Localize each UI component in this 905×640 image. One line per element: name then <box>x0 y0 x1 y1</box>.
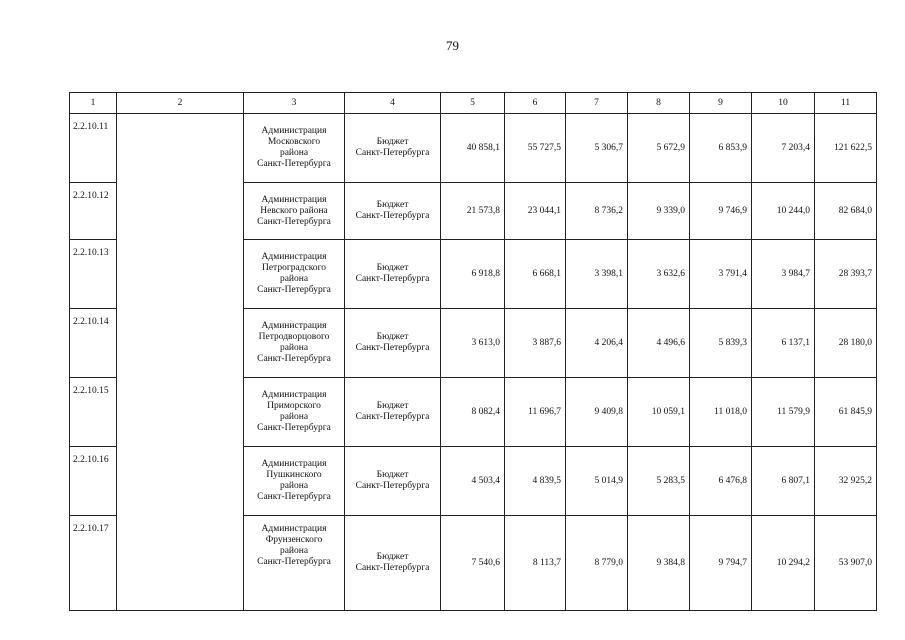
value-cell: 10 059,1 <box>628 378 690 447</box>
administrator-cell: Администрация Петродворцового района Санкт-Петербурга <box>244 309 345 378</box>
column-header: 9 <box>690 93 752 114</box>
total-cell: 32 925,2 <box>815 447 877 516</box>
administrator-cell: Администрация Пушкинского района Санкт-Петербурга <box>244 447 345 516</box>
funding-source-cell: Бюджет Санкт-Петербурга <box>345 516 441 611</box>
value-cell: 5 306,7 <box>566 114 628 183</box>
value-cell: 6 476,8 <box>690 447 752 516</box>
value-cell: 7 540,6 <box>441 516 505 611</box>
column-header: 3 <box>244 93 345 114</box>
funding-source-cell: Бюджет Санкт-Петербурга <box>345 447 441 516</box>
value-cell: 23 044,1 <box>505 183 566 240</box>
total-cell: 82 684,0 <box>815 183 877 240</box>
value-cell: 9 339,0 <box>628 183 690 240</box>
value-cell: 5 672,9 <box>628 114 690 183</box>
value-cell: 3 887,6 <box>505 309 566 378</box>
value-cell: 8 779,0 <box>566 516 628 611</box>
value-cell: 3 632,6 <box>628 240 690 309</box>
value-cell: 55 727,5 <box>505 114 566 183</box>
column-header: 5 <box>441 93 505 114</box>
value-cell: 6 807,1 <box>752 447 815 516</box>
header-row <box>70 93 877 114</box>
administrator-cell: Администрация Фрунзенского района Санкт-Петербурга <box>244 516 345 611</box>
page-number: 79 <box>446 38 459 53</box>
value-cell: 6 918,8 <box>441 240 505 309</box>
administrator-cell: Администрация Московского района Санкт-Петербурга <box>244 114 345 183</box>
row-code: 2.2.10.12 <box>70 183 117 240</box>
value-cell: 4 496,6 <box>628 309 690 378</box>
value-cell: 3 791,4 <box>690 240 752 309</box>
value-cell: 3 398,1 <box>566 240 628 309</box>
funding-source-cell: Бюджет Санкт-Петербурга <box>345 240 441 309</box>
column-header: 10 <box>752 93 815 114</box>
value-cell: 11 018,0 <box>690 378 752 447</box>
column-header: 6 <box>505 93 566 114</box>
funding-source-cell: Бюджет Санкт-Петербурга <box>345 114 441 183</box>
total-cell: 121 622,5 <box>815 114 877 183</box>
total-cell: 28 180,0 <box>815 309 877 378</box>
budget-table <box>69 92 877 611</box>
value-cell: 3 613,0 <box>441 309 505 378</box>
row-code: 2.2.10.16 <box>70 447 117 516</box>
value-cell: 9 746,9 <box>690 183 752 240</box>
administrator-cell: Администрация Невского района Санкт-Петербурга <box>244 183 345 240</box>
value-cell: 4 503,4 <box>441 447 505 516</box>
value-cell: 9 409,8 <box>566 378 628 447</box>
value-cell: 40 858,1 <box>441 114 505 183</box>
column-header: 2 <box>117 93 244 114</box>
value-cell: 9 794,7 <box>690 516 752 611</box>
value-cell: 6 137,1 <box>752 309 815 378</box>
value-cell: 8 082,4 <box>441 378 505 447</box>
value-cell: 7 203,4 <box>752 114 815 183</box>
value-cell: 11 696,7 <box>505 378 566 447</box>
total-cell: 28 393,7 <box>815 240 877 309</box>
value-cell: 5 283,5 <box>628 447 690 516</box>
value-cell: 8 113,7 <box>505 516 566 611</box>
value-cell: 6 668,1 <box>505 240 566 309</box>
row-code: 2.2.10.17 <box>70 516 117 611</box>
value-cell: 11 579,9 <box>752 378 815 447</box>
funding-source-cell: Бюджет Санкт-Петербурга <box>345 378 441 447</box>
column-header: 8 <box>628 93 690 114</box>
row-code: 2.2.10.13 <box>70 240 117 309</box>
column-header: 4 <box>345 93 441 114</box>
column-header: 7 <box>566 93 628 114</box>
value-cell: 3 984,7 <box>752 240 815 309</box>
row-code: 2.2.10.15 <box>70 378 117 447</box>
total-cell: 61 845,9 <box>815 378 877 447</box>
row-code: 2.2.10.14 <box>70 309 117 378</box>
table-row <box>70 114 877 183</box>
value-cell: 10 294,2 <box>752 516 815 611</box>
value-cell: 4 839,5 <box>505 447 566 516</box>
value-cell: 9 384,8 <box>628 516 690 611</box>
value-cell: 4 206,4 <box>566 309 628 378</box>
value-cell: 8 736,2 <box>566 183 628 240</box>
total-cell: 53 907,0 <box>815 516 877 611</box>
value-cell: 5 014,9 <box>566 447 628 516</box>
row-code: 2.2.10.11 <box>70 114 117 183</box>
value-cell: 10 244,0 <box>752 183 815 240</box>
value-cell: 21 573,8 <box>441 183 505 240</box>
administrator-cell: Администрация Петроградского района Санкт-Петербурга <box>244 240 345 309</box>
funding-source-cell: Бюджет Санкт-Петербурга <box>345 309 441 378</box>
value-cell: 5 839,3 <box>690 309 752 378</box>
column-header: 11 <box>815 93 877 114</box>
administrator-cell: Администрация Приморского района Санкт-Петербурга <box>244 378 345 447</box>
column-header: 1 <box>70 93 117 114</box>
value-cell: 6 853,9 <box>690 114 752 183</box>
merged-column-2-cell <box>117 114 244 611</box>
funding-source-cell: Бюджет Санкт-Петербурга <box>345 183 441 240</box>
